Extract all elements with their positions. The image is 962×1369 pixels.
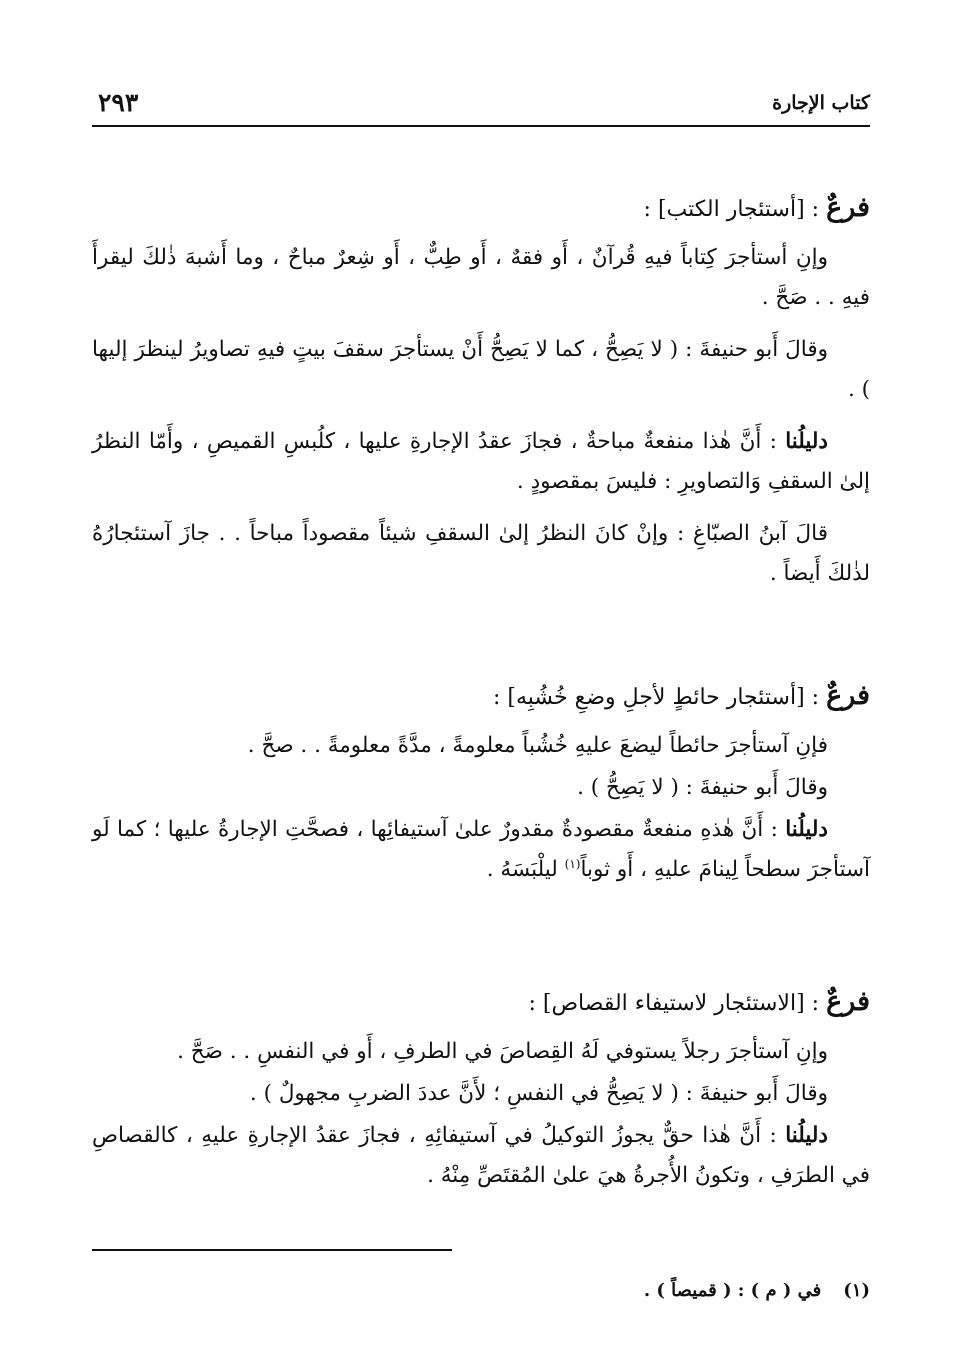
paragraph-text: : أَنَّ هٰذهِ منفعةٌ مقصودةٌ مقدورٌ علىٰ آستيفائِها ، فصحَّتِ الإجارةُ عليها ؛ كما لَو آستأجرَ سطحاً لِينامَ عليهِ ، أَو ثوباً [92,817,870,882]
paragraph [92,238,870,318]
paragraph [92,768,870,808]
paragraph [92,422,870,502]
footnote [644,1280,870,1301]
section-retaliation-rental [92,982,870,1208]
heading-title: : [أستئجار الكتب] : [643,197,827,222]
section-heading [92,188,870,230]
paragraph-lead: دليلُنا [785,429,828,454]
footnote-text: في ( م ) : ( قميصاً ) . [643,1280,822,1301]
section-wall-rental [92,676,870,902]
section-heading [92,982,870,1024]
heading-lead: فرعٌ [826,192,870,223]
paragraph [92,810,870,890]
paragraph [92,1032,870,1072]
paragraph-text: وقالَ أَبو حنيفةَ : ( لا يَصِحُّ ، كما لا يَصِحُّ أَنْ يستأجرَ سقفَ بيتٍ فيهِ تصاويرُ لينظرَ إليها ) . [92,337,870,402]
book-page [92,0,870,1369]
paragraph [92,330,870,410]
page-number: ٢٩٣ [98,88,139,117]
paragraph-text: وقالَ أَبو حنيفةَ : ( لا يَصِحُّ في النفسِ ؛ لأَنَّ عددَ الضربِ مجهولٌ ) . [249,1081,828,1106]
section-book-rental [92,188,870,606]
paragraph [92,726,870,766]
footnote-marker[interactable]: (١) [564,856,581,871]
paragraph-text: وقالَ أَبو حنيفةَ : ( لا يَصِحُّ ) . [577,775,828,800]
running-header [92,88,870,128]
book-title: كتاب الإجارة [772,92,870,114]
paragraph-lead: دليلُنا [785,817,828,842]
paragraph [92,514,870,594]
header-rule [92,125,870,127]
paragraph-text: وإنِ آستأجرَ رجلاً يستوفي لَهُ القِصاصَ في الطرفِ ، أَو في النفسِ . . صَحَّ . [177,1039,828,1064]
footnote-rule [92,1249,452,1251]
paragraph [92,1116,870,1196]
paragraph-text: : أَنَّ هٰذا منفعةٌ مباحةٌ ، فجازَ عقدُ الإجارةِ عليها ، كلُبسِ القميصِ ، وأَمّا النظرُ إلىٰ السقفِ وَالتصاويرِ : فليسَ بمقصودٍ . [92,429,870,494]
heading-lead: فرعٌ [826,680,870,711]
paragraph-text: ليلْبَسَهُ . [486,857,565,882]
footnote-number: (١) [843,1280,870,1301]
paragraph-text: وإنِ أستأجرَ كِتاباً فيهِ قُرآنٌ ، أَو فقهٌ ، أَو طِبٌّ ، أَو شِعرٌ مباحٌ ، وما أَشبهَ ذٰلكَ ليقرأَ فيهِ . . صَحَّ . [92,245,870,310]
paragraph-text: قالَ آبنُ الصبّاغِ : وإنْ كانَ النظرُ إلىٰ السقفِ شيئاً مقصوداً مباحاً . . جازَ آستئجارُهُ لذٰلكَ أَيضاً . [92,521,870,586]
heading-title: : [أستئجار حائطٍ لأجلِ وضعِ خُشُبِه] : [492,685,827,710]
heading-title: : [الاستئجار لاستيفاء القصاص] : [528,991,827,1016]
heading-lead: فرعٌ [826,986,870,1017]
paragraph-lead: دليلُنا [785,1123,828,1148]
paragraph [92,1074,870,1114]
section-heading [92,676,870,718]
paragraph-text: فإنِ آستأجرَ حائطاً ليضعَ عليهِ خُشُباً معلومةً ، مدَّةً معلومةً . . صحَّ . [247,733,828,758]
paragraph-text: : أَنَّ هٰذا حقٌّ يجوزُ التوكيلُ في آستيفائِهِ ، فجازَ عقدُ الإجارةِ عليهِ ، كالقصاصِ في الطرَفِ ، وتكونُ الأُجرةُ هيَ علىٰ المُقتَصِّ مِنْهُ . [92,1123,870,1188]
